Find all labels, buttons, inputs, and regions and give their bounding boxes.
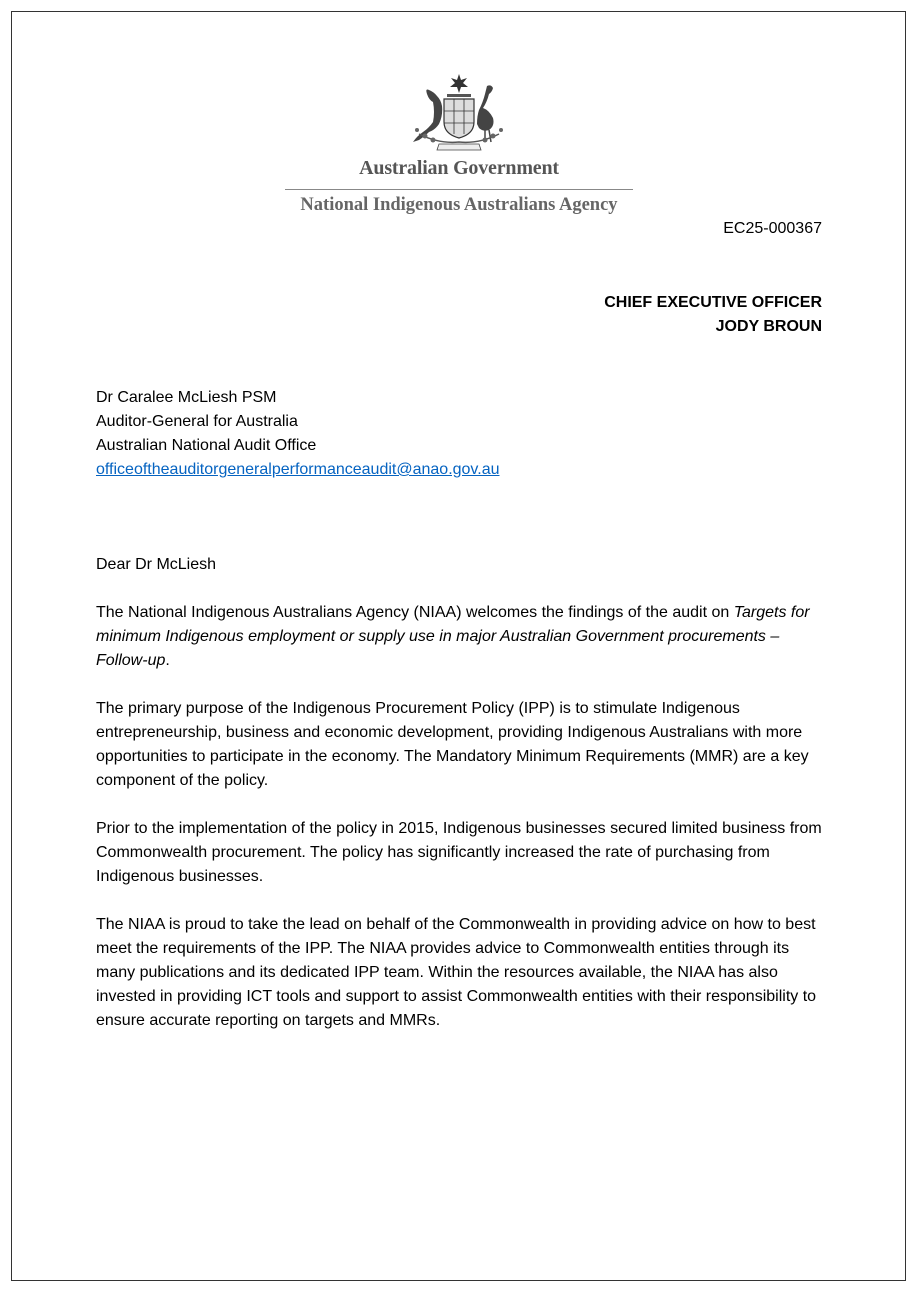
paragraph-2: The primary purpose of the Indigenous Procurement Policy (IPP) is to stimulate Indigenous entrepreneurship, business and economic development, providing Indigenous Australians with more opportunities to participate in the economy. The Mandatory Minimum Requirements (MMR) are a key component of the policy.: [96, 700, 809, 789]
addressee-organisation: Australian National Audit Office: [96, 437, 317, 454]
coat-of-arms-icon: [399, 72, 519, 154]
agency-name: National Indigenous Australians Agency: [300, 195, 618, 215]
signatory-name: JODY BROUN: [715, 318, 822, 335]
letterhead-divider: [285, 189, 633, 190]
government-name: Australian Government: [359, 157, 559, 179]
letter-body: [96, 553, 831, 1057]
paragraph-1: The National Indigenous Australians Agency (NIAA) welcomes the findings of the audit on Targets for minimum Indigenous employment or supply use in major Australian Government procurements – Follow-up.: [96, 604, 810, 669]
addressee-block: [96, 386, 499, 482]
signatory-title: CHIEF EXECUTIVE OFFICER: [604, 294, 822, 311]
addressee-email-link[interactable]: officeoftheauditorgeneralperformanceaudit@anao.gov.au: [96, 461, 500, 478]
signatory-block: [604, 291, 822, 339]
reference-number: EC25-000367: [723, 220, 822, 237]
letterhead: [285, 72, 633, 216]
addressee-position: Auditor-General for Australia: [96, 413, 298, 430]
salutation: Dear Dr McLiesh: [96, 556, 217, 573]
addressee-name: Dr Caralee McLiesh PSM: [96, 389, 277, 406]
audit-title: Targets for minimum Indigenous employment or supply use in major Australian Government procurements – Follow-up: [96, 604, 810, 669]
paragraph-4: The NIAA is proud to take the lead on behalf of the Commonwealth in providing advice on how to best meet the requirements of the IPP. The NIAA provides advice to Commonwealth entities through its many publications and its dedicated IPP team. Within the resources available, the NIAA has also invested in providing ICT tools and support to assist Commonwealth entities with their responsibility to ensure accurate reporting on targets and MMRs.: [96, 916, 817, 1029]
paragraph-3: Prior to the implementation of the policy in 2015, Indigenous businesses secured limited business from Commonwealth procurement. The policy has significantly increased the rate of purchasing from Indigenous businesses.: [96, 820, 822, 885]
